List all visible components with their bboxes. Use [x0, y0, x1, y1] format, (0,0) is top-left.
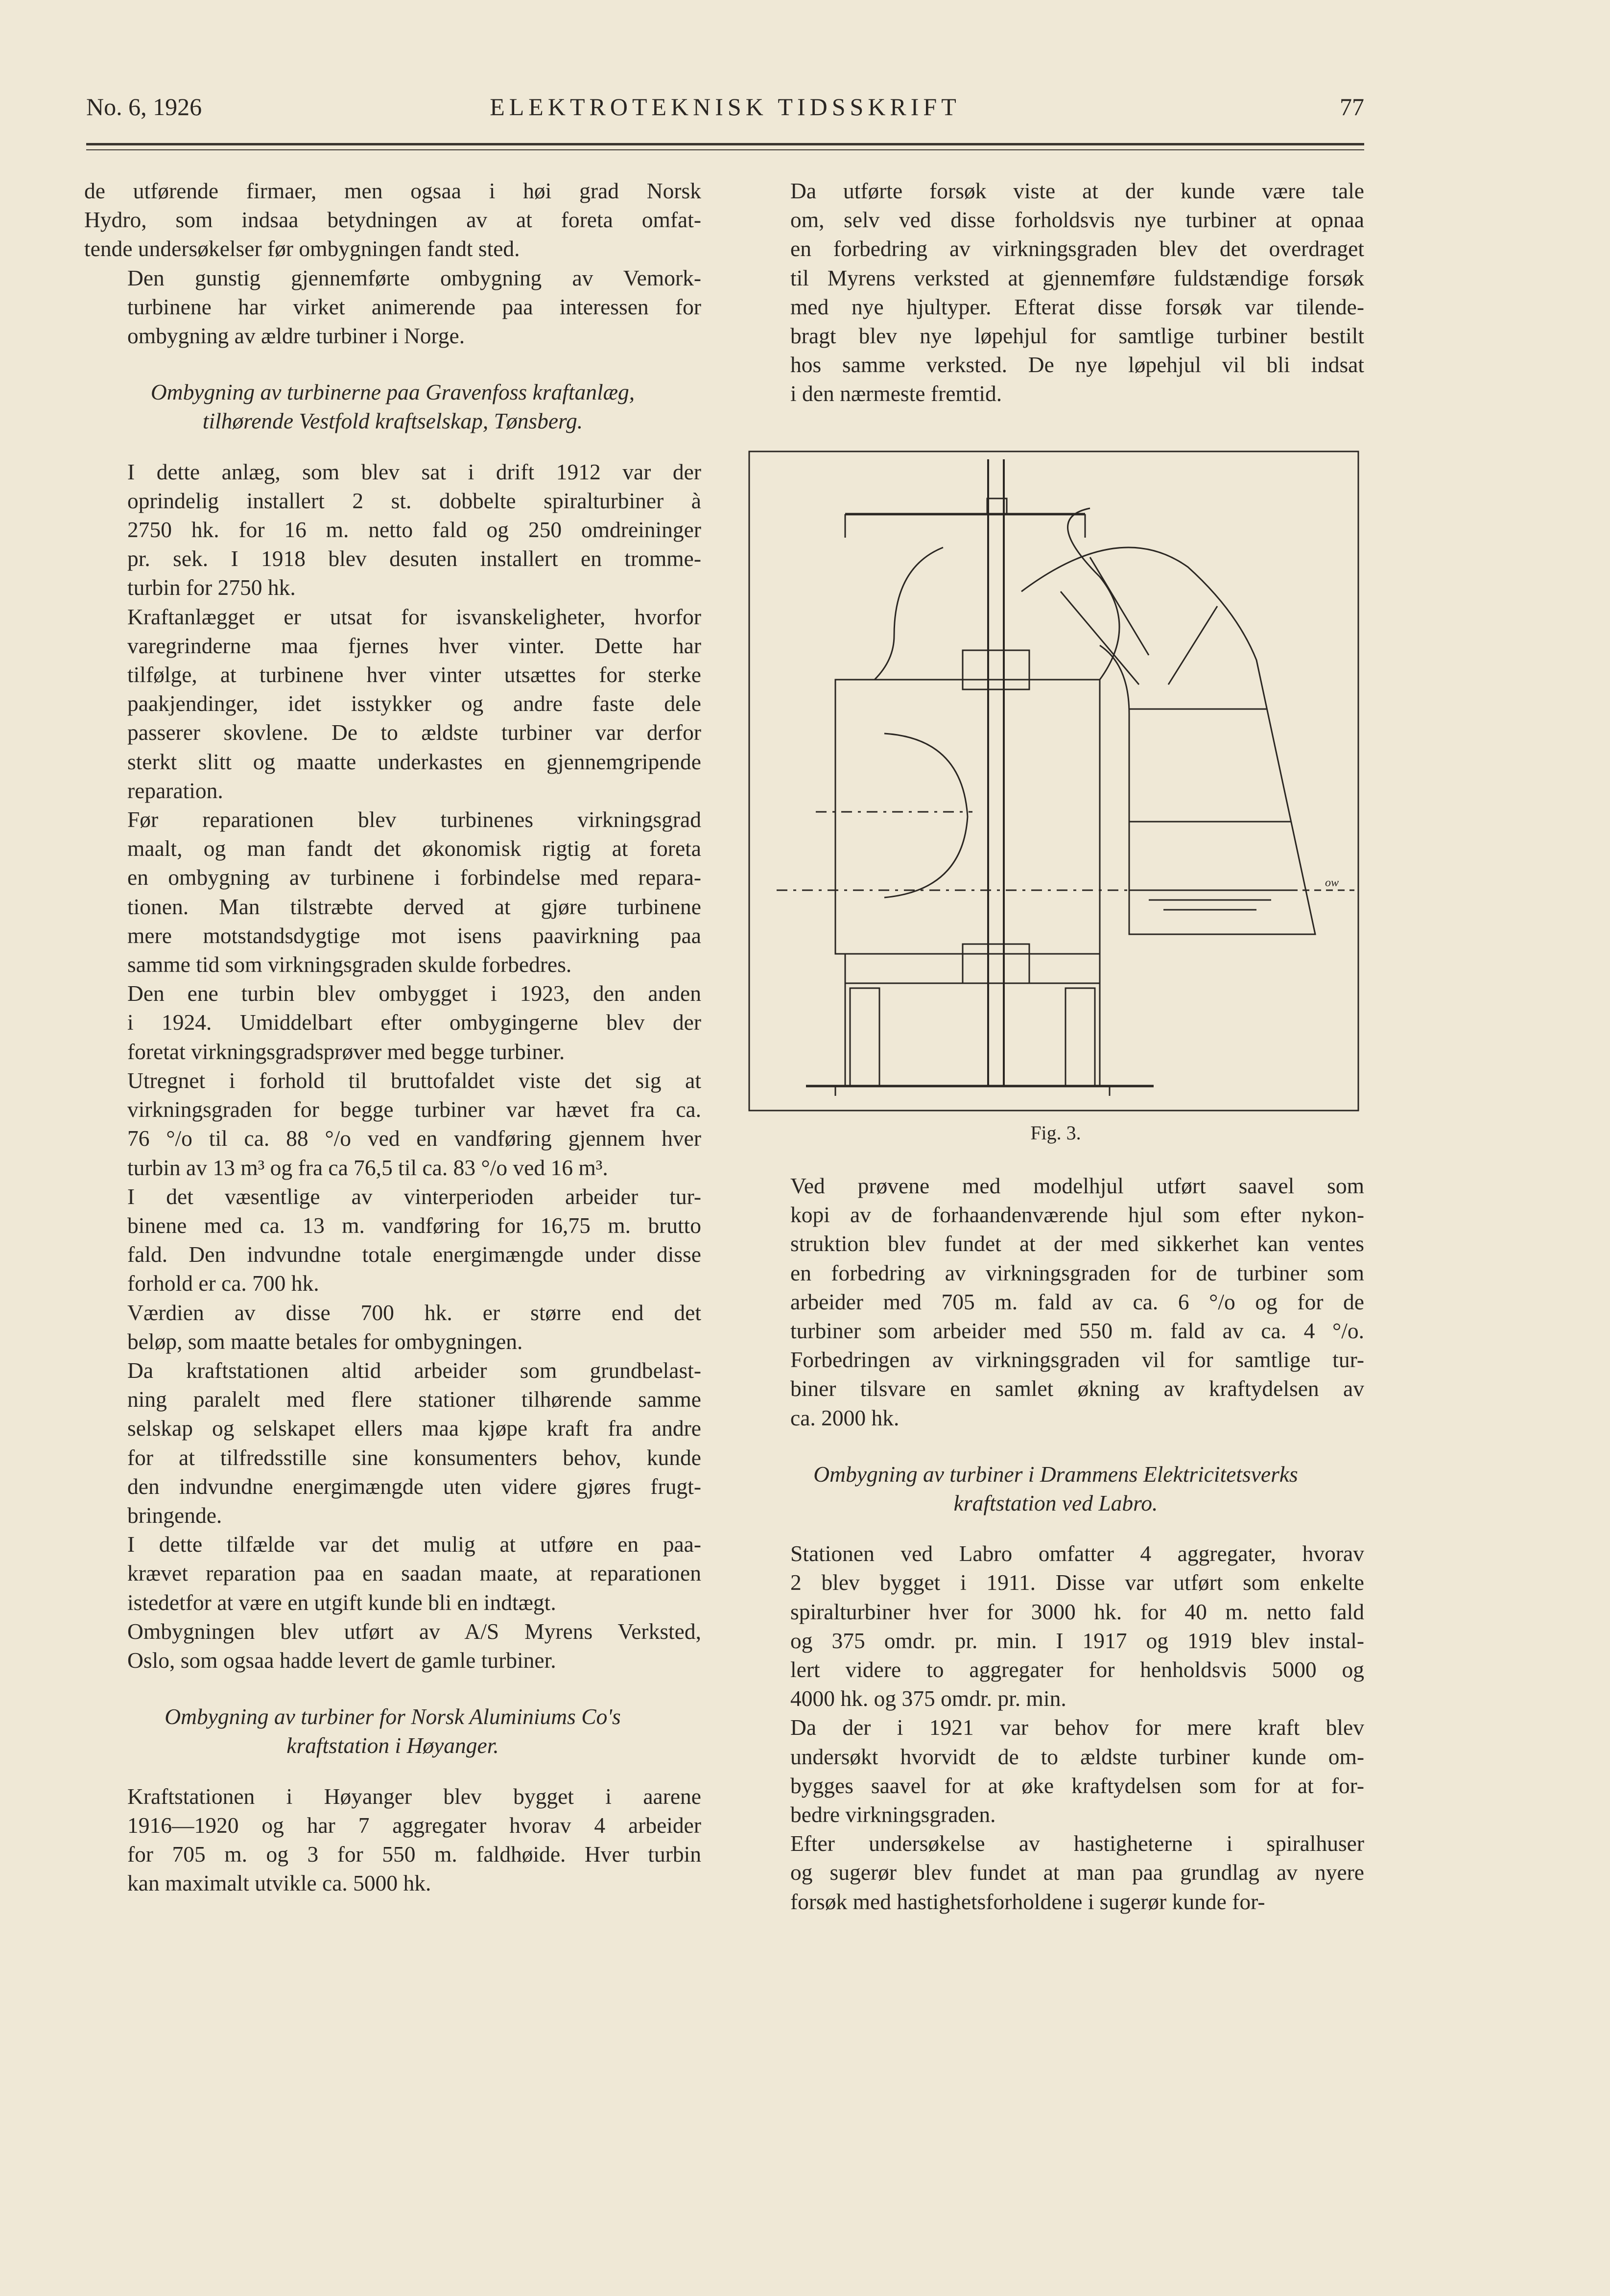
text-line: med nye hjultyper. Efterat disse forsøk var tilende- [790, 294, 1364, 319]
text-line: spiralturbiner hver for 3000 hk. for 40 m. netto fald [790, 1599, 1364, 1624]
text-line: i 1924. Umiddelbart efter ombygingerne blev der [127, 1010, 701, 1035]
text-line: Ved prøvene med modelhjul utført saavel som [790, 1173, 1364, 1198]
heading-line: Ombygning av turbiner i Drammens Elektricitetsverks [813, 1461, 1298, 1487]
paragraph [747, 1539, 1364, 1713]
heading-line: tilhørende Vestfold kraftselskap, Tønsberg. [202, 408, 583, 434]
text-line: paakjendinger, idet isstykker og andre faste dele [127, 691, 701, 716]
text-line: en forbedring av virkningsgraden for de turbiner som [790, 1260, 1364, 1285]
paragraph [84, 1530, 701, 1617]
text-line: Oslo, som ogsaa hadde levert de gamle turbiner. [127, 1647, 556, 1673]
paragraph [84, 805, 701, 979]
paragraph [747, 176, 1364, 408]
text-line: virkningsgraden for begge turbiner var hævet fra ca. [127, 1097, 701, 1122]
text-line: Kraftstationen i Høyanger blev bygget i aarene [127, 1783, 701, 1809]
text-line: for at tilfredsstille sine konsumenters behov, kunde [127, 1444, 701, 1470]
right-column-bottom [747, 1171, 1364, 1916]
text-line: turbin for 2750 hk. [127, 575, 296, 600]
text-line: ombygning av ældre turbiner i Norge. [127, 323, 465, 349]
text-line: den indvundne energimængde uten videre gjøres frugt- [127, 1473, 701, 1499]
text-line: Den gunstig gjennemførte ombygning av Vemork- [127, 265, 701, 290]
text-line: bringende. [127, 1502, 222, 1528]
paragraph [84, 176, 701, 263]
heading-line: Ombygning av turbiner for Norsk Aluminiums Co's [165, 1704, 621, 1729]
text-line: Forbedringen av virkningsgraden vil for samtlige tur- [790, 1347, 1364, 1373]
text-line: Stationen ved Labro omfatter 4 aggregater, hvorav [790, 1541, 1364, 1566]
text-line: varegrinderne maa fjernes hver vinter. Dette har [127, 633, 701, 658]
text-line: tende undersøkelser før ombygningen fandt sted. [84, 236, 520, 261]
text-line: og 375 omdr. pr. min. I 1917 og 1919 blev instal- [790, 1628, 1364, 1653]
text-line: turbin av 13 m³ og fra ca 76,5 til ca. 83 °/o ved 16 m³. [127, 1155, 608, 1180]
text-line: 2 blev bygget i 1911. Disse var utført som enkelte [790, 1570, 1364, 1595]
text-line: foretat virkningsgradsprøver med begge turbiner. [127, 1039, 565, 1064]
text-line: fald. Den indvundne totale energimængde under disse [127, 1242, 701, 1267]
text-line: pr. sek. I 1918 blev desuten installert en tromme- [127, 546, 701, 571]
text-line: Da kraftstationen altid arbeider som grundbelast- [127, 1357, 701, 1383]
text-line: oprindelig installert 2 st. dobbelte spiralturbiner à [127, 488, 701, 513]
text-line: passerer skovlene. De to ældste turbiner var derfor [127, 720, 701, 745]
text-line: biner tilsvare en samlet økning av kraftydelsen av [790, 1376, 1364, 1401]
text-line: undersøkt hvorvidt de to ældste turbiner kunde om- [790, 1744, 1364, 1769]
text-line: Før reparationen blev turbinenes virkningsgrad [127, 807, 701, 832]
text-line: maalt, og man fandt det økonomisk rigtig at foreta [127, 836, 701, 861]
page-number: 77 [1340, 93, 1364, 120]
text-line: struktion blev fundet at der med sikkerhet kan ventes [790, 1231, 1364, 1256]
paragraph [84, 979, 701, 1066]
text-line: arbeider med 705 m. fald av ca. 6 °/o og for de [790, 1289, 1364, 1314]
text-line: for 705 m. og 3 for 550 m. faldhøide. Hver turbin [127, 1841, 701, 1867]
text-line: de utførende firmaer, men ogsaa i høi grad Norsk [84, 178, 701, 203]
journal-title: ELEKTROTEKNISK TIDSSKRIFT [490, 93, 961, 120]
text-line: tionen. Man tilstræbte derved at gjøre turbinene [127, 894, 701, 919]
paragraph [84, 1182, 701, 1298]
text-line: Værdien av disse 700 hk. er større end det [127, 1300, 701, 1325]
paragraph [84, 1356, 701, 1530]
paragraph [84, 1066, 701, 1182]
paragraph [747, 1829, 1364, 1916]
text-line: bragt blev nye løpehjul for samtlige turbiner bestilt [790, 323, 1364, 349]
running-header [86, 92, 1364, 126]
text-line: en ombygning av turbinene i forbindelse med repara- [127, 865, 701, 890]
text-line: I dette tilfælde var det mulig at utføre en paa- [127, 1532, 701, 1557]
text-line: reparation. [127, 778, 223, 803]
water-level-label: ow [1325, 876, 1339, 889]
text-line: turbinene har virket animerende paa interessen for [127, 294, 701, 319]
text-line: en forbedring av virkningsgraden blev det overdraget [790, 236, 1364, 261]
heading-line: Ombygning av turbinerne paa Gravenfoss kraftanlæg, [150, 379, 635, 405]
text-line: ning paralelt med flere stationer tilhørende samme [127, 1387, 701, 1412]
text-line: turbiner som arbeider med 550 m. fald av ca. 4 °/o. [790, 1318, 1364, 1344]
header-rule-thick [86, 143, 1364, 145]
section-heading [747, 1460, 1364, 1517]
text-line: Hydro, som indsaa betydningen av at foreta omfat- [84, 207, 701, 233]
text-line: i den nærmeste fremtid. [790, 381, 1002, 406]
paragraph [84, 1298, 701, 1356]
text-line: Da der i 1921 var behov for mere kraft blev [790, 1715, 1364, 1740]
text-line: og sugerør blev fundet at man paa grundlag av nyere [790, 1860, 1364, 1885]
text-line: 2750 hk. for 16 m. netto fald og 250 omdreininger [127, 517, 701, 543]
text-line: om, selv ved disse forholdsvis nye turbiner at opnaa [790, 207, 1364, 233]
text-line: beløp, som maatte betales for ombygningen. [127, 1328, 523, 1354]
text-line: forhold er ca. 700 hk. [127, 1271, 319, 1296]
text-line: tilfølge, at turbinene hver vinter utsættes for sterke [127, 662, 701, 687]
heading-line: kraftstation ved Labro. [953, 1491, 1158, 1516]
text-line: 76 °/o til ca. 88 °/o ved en vandføring gjennem hver [127, 1126, 701, 1151]
figure-frame [749, 451, 1358, 1111]
text-line: bedre virkningsgraden. [790, 1802, 996, 1827]
text-line: Da utførte forsøk viste at der kunde være tale [790, 178, 1364, 203]
text-line: kopi av de forhaandenværende hjul som efter nykon- [790, 1202, 1364, 1228]
section-heading [84, 378, 701, 435]
text-line: binene med ca. 13 m. vandføring for 16,75 m. brutto [127, 1212, 701, 1238]
text-line: 1916—1920 og har 7 aggregater hvorav 4 arbeider [127, 1812, 701, 1838]
paragraph [84, 1617, 701, 1675]
text-line: forsøk med hastighetsforholdene i sugerør kunde for- [790, 1889, 1265, 1914]
right-column-top [747, 176, 1364, 408]
text-line: istedetfor at være en utgift kunde bli en indtægt. [127, 1589, 556, 1615]
section-heading [84, 1702, 701, 1760]
paragraph [84, 1782, 701, 1898]
text-line: bygges saavel for at øke kraftydelsen som for at for- [790, 1773, 1364, 1798]
header-rule-thin [86, 149, 1364, 150]
text-line: samme tid som virkningsgraden skulde forbedres. [127, 952, 572, 977]
text-line: Kraftanlægget er utsat for isvanskeligheter, hvorfor [127, 604, 701, 629]
issue-number: No. 6, 1926 [86, 93, 202, 120]
left-column [84, 176, 701, 1897]
turbine-figure [747, 450, 1360, 1112]
paragraph [747, 1171, 1364, 1432]
text-line: mere motstandsdygtige mot isens paavirkning paa [127, 923, 701, 948]
text-line: til Myrens verksted at gjennemføre fuldstændige forsøk [790, 265, 1364, 290]
figure-caption: Fig. 3. [1030, 1122, 1081, 1144]
paragraph [84, 457, 701, 602]
text-line: ca. 2000 hk. [790, 1405, 900, 1430]
text-line: selskap og selskapet ellers maa kjøpe kraft fra andre [127, 1416, 701, 1441]
text-line: 4000 hk. og 375 omdr. pr. min. [790, 1686, 1066, 1711]
text-line: Efter undersøkelse av hastigheterne i spiralhuser [790, 1831, 1364, 1856]
text-line: lert videre to aggregater for henholdsvis 5000 og [790, 1657, 1364, 1682]
text-line: krævet reparation paa en saadan maate, at reparationen [127, 1561, 701, 1586]
text-line: kan maximalt utvikle ca. 5000 hk. [127, 1870, 431, 1896]
text-line: hos samme verksted. De nye løpehjul vil bli indsat [790, 352, 1364, 378]
paragraph [84, 263, 701, 351]
paragraph [84, 602, 701, 805]
text-line: I dette anlæg, som blev sat i drift 1912 var der [127, 459, 701, 484]
heading-line: kraftstation i Høyanger. [286, 1733, 499, 1758]
text-line: Ombygningen blev utført av A/S Myrens Verksted, [127, 1618, 701, 1644]
paragraph [747, 1713, 1364, 1829]
text-line: Utregnet i forhold til bruttofaldet viste det sig at [127, 1067, 701, 1093]
turbine-drawing [777, 459, 1354, 1096]
text-line: I det væsentlige av vinterperioden arbeider tur- [127, 1184, 701, 1209]
text-line: sterkt slitt og maatte underkastes en gjennemgripende [127, 749, 701, 774]
text-line: Den ene turbin blev ombygget i 1923, den anden [127, 981, 701, 1006]
